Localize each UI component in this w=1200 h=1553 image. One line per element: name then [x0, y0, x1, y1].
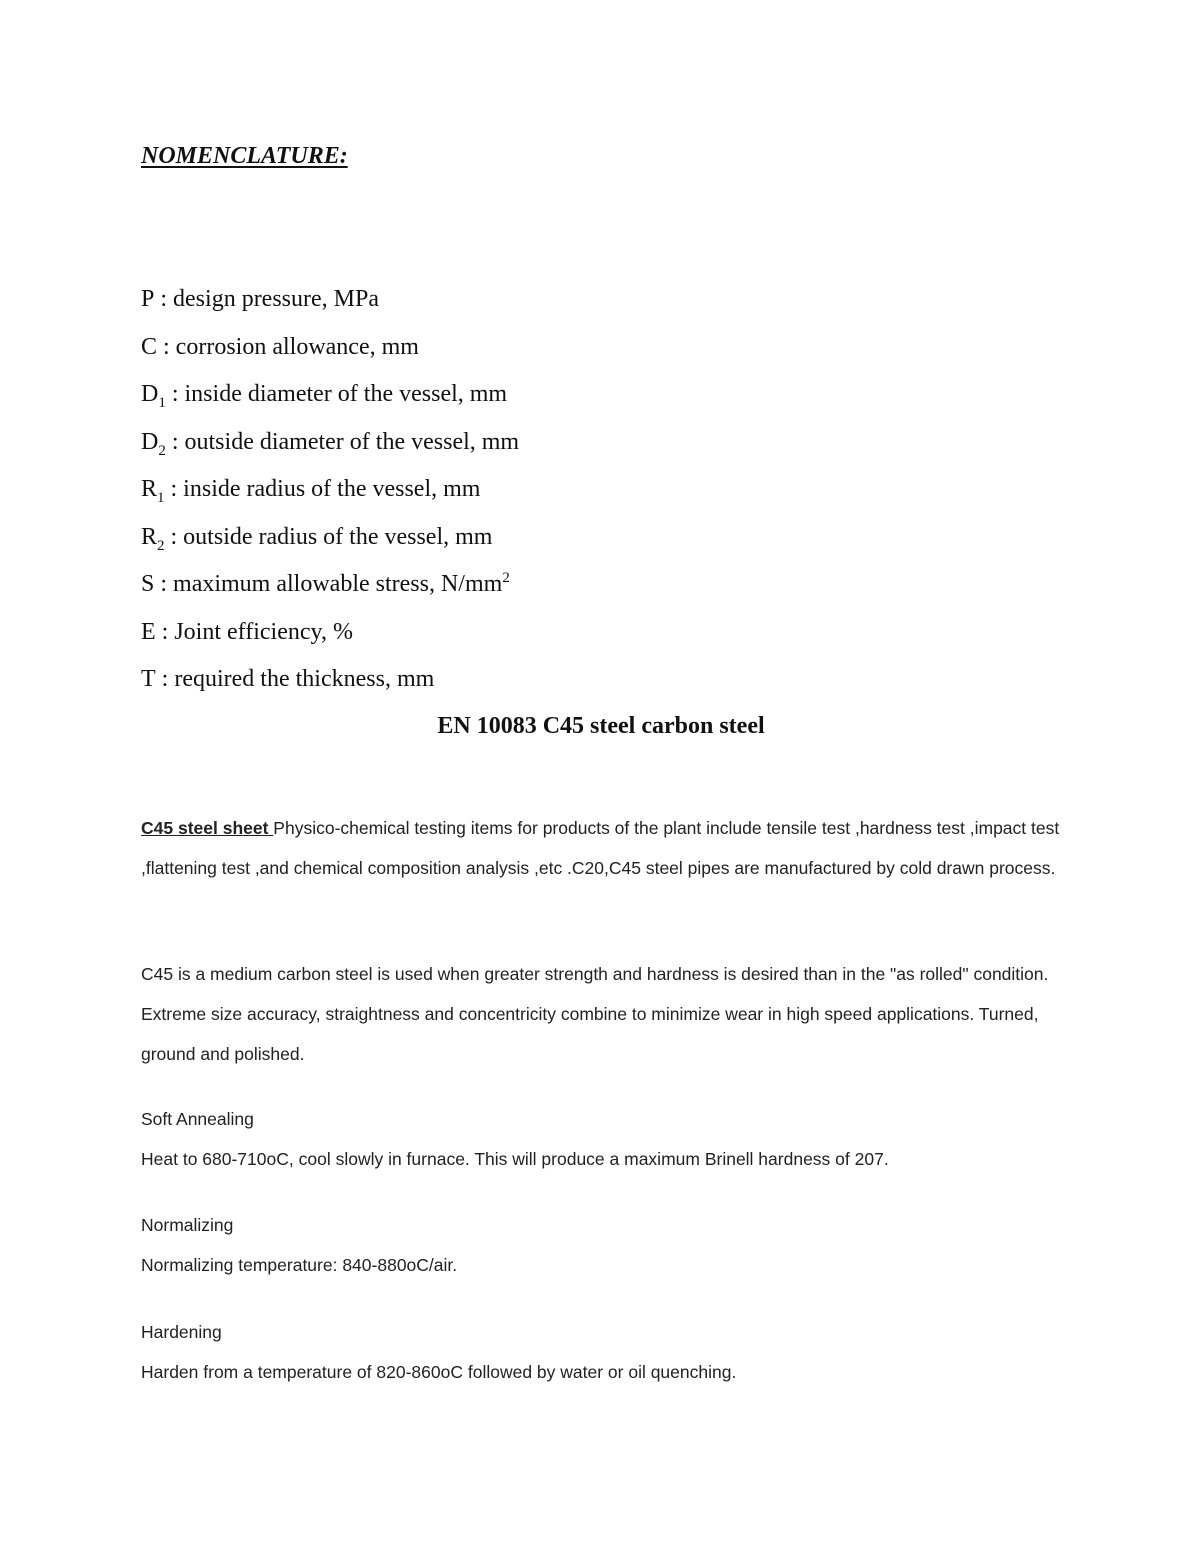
- paragraph-c45-sheet: [141, 808, 1061, 888]
- nomenclature-heading: NOMENCLATURE:: [141, 143, 348, 169]
- normalizing-label: Normalizing: [141, 1215, 234, 1235]
- soft-annealing-text: Heat to 680-710oC, cool slowly in furnace. This will produce a maximum Brinell hardness of 207.: [141, 1149, 889, 1169]
- nomenclature-item: C : corrosion allowance, mm: [141, 333, 419, 360]
- document-page: [141, 0, 1061, 1553]
- section-title: EN 10083 C45 steel carbon steel: [437, 713, 765, 739]
- soft-annealing-label: Soft Annealing: [141, 1109, 254, 1129]
- normalizing-text: Normalizing temperature: 840-880oC/air.: [141, 1255, 458, 1275]
- nomenclature-item: $R_1$ : inside radius of the vessel, mm: [141, 476, 481, 506]
- hardening-label: Hardening: [141, 1322, 222, 1342]
- nomenclature-item: $D_1$ : inside diameter of the vessel, mm: [141, 381, 508, 411]
- paragraph-c45-description: C45 is a medium carbon steel is used when greater strength and hardness is desired than in the "as rolled" condition. Extreme size accuracy, straightness and concentricity combine to minimize wear in high speed applications. Turned, ground and polished.: [141, 964, 1049, 1064]
- nomenclature-item: E : Joint efficiency, %: [141, 618, 353, 645]
- nomenclature-list: [141, 284, 519, 712]
- nomenclature-item: $R_2$ : outside radius of the vessel, mm: [141, 523, 493, 554]
- paragraph-text: Physico-chemical testing items for products of the plant include tensile test ,hardness test ,impact test ,flattening test ,and chemical composition analysis ,etc .C20,C45 steel pipes are manufactured by cold drawn process.: [141, 818, 1060, 878]
- nomenclature-item: $D_2$ : outside diameter of the vessel, mm: [141, 428, 520, 459]
- hardening-text: Harden from a temperature of 820-860oC followed by water or oil quenching.: [141, 1362, 737, 1382]
- nomenclature-item: P : design pressure, MPa: [141, 286, 379, 312]
- c45-steel-sheet-link[interactable]: C45 steel sheet: [141, 818, 274, 838]
- nomenclature-item: T : required the thickness, mm: [141, 666, 435, 692]
- nomenclature-item: S : maximum allowable stress, $N/mm^2$: [141, 570, 510, 597]
